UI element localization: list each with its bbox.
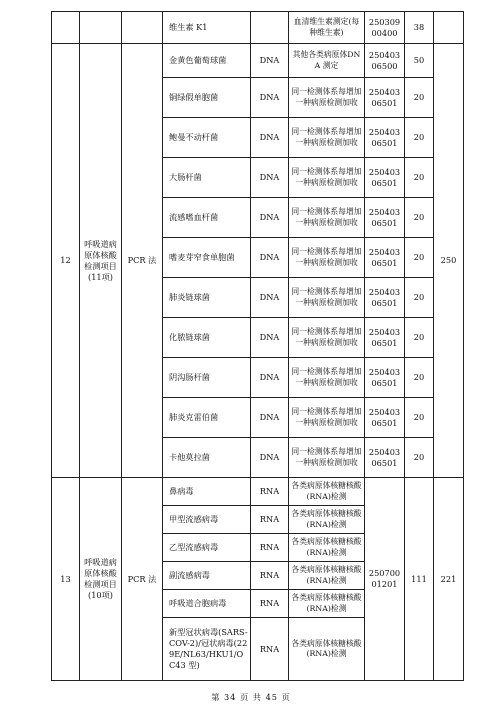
nucleic-type: DNA bbox=[251, 118, 289, 158]
group-fee: 221 bbox=[434, 478, 464, 681]
nucleic-type: DNA bbox=[251, 198, 289, 238]
nucleic-type: DNA bbox=[251, 438, 289, 478]
group-name: 呼吸道病原体核酸检测项目(11项) bbox=[80, 44, 122, 478]
item-code: 250403 06501 bbox=[365, 158, 405, 198]
item-name: 鼻病毒 bbox=[163, 478, 251, 506]
item-code: 250403 06501 bbox=[365, 398, 405, 438]
nucleic-type: DNA bbox=[251, 44, 289, 78]
item-price: 20 bbox=[405, 318, 434, 358]
item-code: 250403 06500 bbox=[365, 44, 405, 78]
table-row bbox=[52, 478, 464, 506]
method-name: 同一检测体系每增加一种病原检测加收 bbox=[289, 198, 365, 238]
cell-no-blank bbox=[52, 12, 80, 44]
item-name: 肺炎链球菌 bbox=[163, 278, 251, 318]
method-name: 同一检测体系每增加一种病原检测加收 bbox=[289, 358, 365, 398]
method-name: 各类病原体核糖核酸(RNA)检测 bbox=[289, 506, 365, 534]
item-code: 250403 06501 bbox=[365, 438, 405, 478]
item-name: 化脓链球菌 bbox=[163, 318, 251, 358]
item-name: 卡他莫拉菌 bbox=[163, 438, 251, 478]
method-name: 同一检测体系每增加一种病原检测加收 bbox=[289, 398, 365, 438]
group-name: 呼吸道病原体核酸检测项目(10项) bbox=[80, 478, 122, 681]
item-price: 20 bbox=[405, 198, 434, 238]
method-name: 各类病原体核糖核酸(RNA)检测 bbox=[289, 618, 365, 681]
cell-tech-blank bbox=[122, 12, 163, 44]
method-name: 同一检测体系每增加一种病原检测加收 bbox=[289, 278, 365, 318]
nucleic-type: DNA bbox=[251, 398, 289, 438]
item-code: 250309 00400 bbox=[365, 12, 405, 44]
nucleic-type-blank bbox=[251, 12, 289, 44]
nucleic-type: DNA bbox=[251, 278, 289, 318]
item-name: 甲型流感病毒 bbox=[163, 506, 251, 534]
item-price: 38 bbox=[405, 12, 434, 44]
group-technique: PCR 法 bbox=[122, 44, 163, 478]
table-row bbox=[52, 44, 464, 78]
nucleic-type: DNA bbox=[251, 78, 289, 118]
table-row bbox=[52, 12, 464, 44]
item-name: 金黄色葡萄球菌 bbox=[163, 44, 251, 78]
item-name: 副流感病毒 bbox=[163, 562, 251, 590]
page-footer: 第 34 页 共 45 页 bbox=[211, 692, 291, 702]
method-name: 各类病原体核糖核酸(RNA)检测 bbox=[289, 590, 365, 618]
nucleic-type: RNA bbox=[251, 590, 289, 618]
item-code: 250403 06501 bbox=[365, 198, 405, 238]
item-price: 20 bbox=[405, 438, 434, 478]
item-price: 20 bbox=[405, 118, 434, 158]
item-code: 250403 06501 bbox=[365, 318, 405, 358]
method-name: 同一检测体系每增加一种病原检测加收 bbox=[289, 118, 365, 158]
item-name: 铜绿假单胞菌 bbox=[163, 78, 251, 118]
item-name: 新型冠状病毒(SARS-COV-2)/冠状病毒(229E/NL63/HKU1/OC43 型) bbox=[163, 618, 251, 681]
item-code: 250403 06501 bbox=[365, 238, 405, 278]
method-name: 同一检测体系每增加一种病原检测加收 bbox=[289, 318, 365, 358]
cell-fee-blank bbox=[434, 12, 464, 44]
group-fee: 250 bbox=[434, 44, 464, 478]
item-price: 20 bbox=[405, 158, 434, 198]
item-code: 250403 06501 bbox=[365, 118, 405, 158]
nucleic-type: RNA bbox=[251, 618, 289, 681]
item-price: 20 bbox=[405, 358, 434, 398]
cell-name-blank bbox=[80, 12, 122, 44]
item-price: 111 bbox=[405, 478, 434, 681]
item-name: 鲍曼不动杆菌 bbox=[163, 118, 251, 158]
method-name: 各类病原体核糖核酸(RNA)检测 bbox=[289, 534, 365, 562]
item-name: 乙型流感病毒 bbox=[163, 534, 251, 562]
nucleic-type: DNA bbox=[251, 358, 289, 398]
item-name: 呼吸道合胞病毒 bbox=[163, 590, 251, 618]
item-code: 250700 01201 bbox=[365, 478, 405, 681]
method-name: 同一检测体系每增加一种病原检测加收 bbox=[289, 238, 365, 278]
method-name: 其他各类病原体DNA 测定 bbox=[289, 44, 365, 78]
item-name: 大肠杆菌 bbox=[163, 158, 251, 198]
item-code: 250403 06501 bbox=[365, 78, 405, 118]
nucleic-type: RNA bbox=[251, 506, 289, 534]
group-technique: PCR 法 bbox=[122, 478, 163, 681]
group-number: 12 bbox=[52, 44, 80, 478]
method-name: 同一检测体系每增加一种病原检测加收 bbox=[289, 438, 365, 478]
method-name: 同一检测体系每增加一种病原检测加收 bbox=[289, 158, 365, 198]
item-price: 50 bbox=[405, 44, 434, 78]
nucleic-type: DNA bbox=[251, 318, 289, 358]
nucleic-type: DNA bbox=[251, 238, 289, 278]
item-code: 250403 06501 bbox=[365, 278, 405, 318]
nucleic-type: RNA bbox=[251, 478, 289, 506]
item-code: 250403 06501 bbox=[365, 358, 405, 398]
method-name: 同一检测体系每增加一种病原检测加收 bbox=[289, 78, 365, 118]
nucleic-type: RNA bbox=[251, 562, 289, 590]
item-price: 20 bbox=[405, 398, 434, 438]
pricing-table bbox=[51, 11, 464, 681]
item-price: 20 bbox=[405, 78, 434, 118]
method-name: 血清维生素测定(每种维生素) bbox=[289, 12, 365, 44]
nucleic-type: DNA bbox=[251, 158, 289, 198]
group-number: 13 bbox=[52, 478, 80, 681]
item-name: 维生素 K1 bbox=[163, 12, 251, 44]
item-price: 20 bbox=[405, 278, 434, 318]
item-name: 肺炎克雷伯菌 bbox=[163, 398, 251, 438]
nucleic-type: RNA bbox=[251, 534, 289, 562]
item-name: 流感嗜血杆菌 bbox=[163, 198, 251, 238]
item-price: 20 bbox=[405, 238, 434, 278]
item-name: 阴沟肠杆菌 bbox=[163, 358, 251, 398]
item-name: 嗜麦芽窄食单胞菌 bbox=[163, 238, 251, 278]
method-name: 各类病原体核糖核酸(RNA)检测 bbox=[289, 478, 365, 506]
method-name: 各类病原体核糖核酸(RNA)检测 bbox=[289, 562, 365, 590]
